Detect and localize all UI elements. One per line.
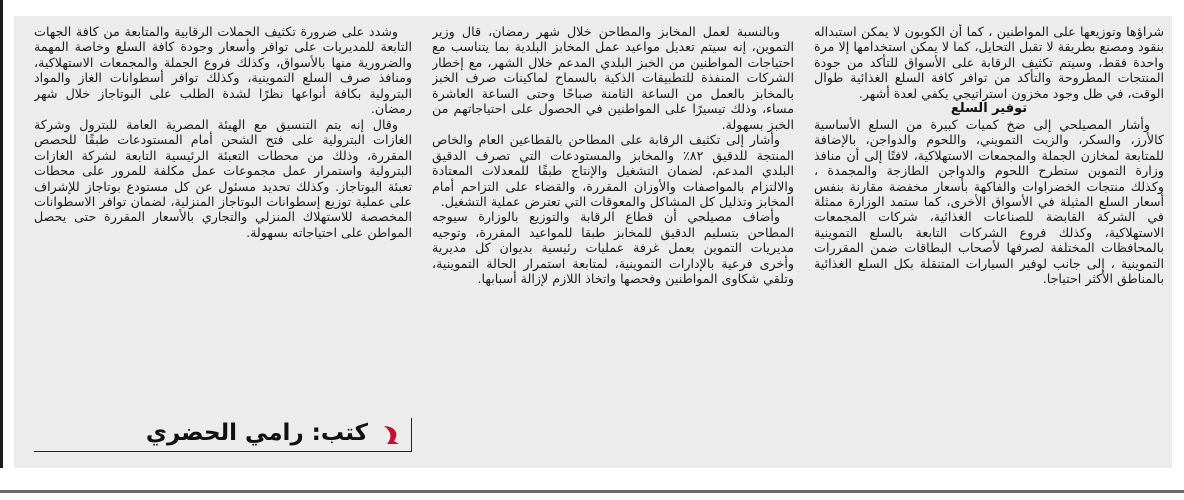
paragraph: وشدد على ضرورة تكثيف الحملات الرقابية والمتابعة من كافة الجهات التابعة للمديريات على توافر وأسعار وجودة كافة السلع وخاصة المهمة والضرورية منها بالأسواق، وكذلك فروع الجملة والمجمعات الاستهلاكية، ومنافذ صرف السلع التموينية، وكذلك توافر أسطوانات الغاز والمواد البترولية بكافة أنواعها نظرًا لشدة الطلب على البوتاجاز خلال شهر رمضان. — [34, 24, 412, 117]
paragraph: وأضاف مصيلحي أن قطاع الرقابة والتوزيع بالوزارة سيوجه المطاحن بتسليم الدقيق للمخابز طبقا للمواعيد المقررة، وتوجيه مديريات التموين بعمل غرفة عمليات رئيسية بديوان كل مديرية وأخرى فرعية بالإدارات التموينية، لمتابعة استمرار الحالة التموينية، وتلقي شكاوى المواطنين وفحصها واتخاذ اللازم لإزالة أسبابها. — [432, 209, 794, 287]
paragraph: وقال إنه يتم التنسيق مع الهيئة المصرية العامة للبترول وشركة الغازات البترولية على فتح الشحن أمام المستودعات طبقًا للحصص المقررة، وذلك من محطات التعبئة الرئيسية التابعة لشركة الغازات البترولية واستمرار عمل مجموعات عمل مكلفة للمرور على محطات تعبئة البوتاجاز. وكذلك تحديد مسئول عن كل مستودع بوتاجاز للإشراف على عملية توزيع إسطوانات البوتاجاز المنزلية، لضمان توافر الاسطوانات المخصصة للاستهلاك المنزلي والتجاري بالأسعار المقررة حتى يحصل المواطن على احتياجاته بسهولة. — [34, 116, 412, 240]
paragraph: وأشار إلى تكثيف الرقابة على المطاحن بالقطاعين العام والخاص المنتجة للدقيق ٨٢٪ والمخابز والمستودعات التي تصرف الدقيق البلدي المدعم، لضمان التشغيل والإنتاج طبقًا للمعدلات المعتادة والالتزام بالمواصفات والأوزان المقررة، والقضاء على التزاحم أمام المخابز وتذليل كل المشاكل والمعوقات التي تعترض عملية التشغيل. — [432, 132, 794, 209]
paragraph: وبالنسبة لعمل المخابز والمطاحن خلال شهر رمضان، قال وزير التموين، إنه سيتم تعديل مواعيد عمل المخابز البلدية بما يتناسب مع احتياجات المواطنين من الخبز البلدي المدعم خلال الشهر، مع إخطار الشركات المنفذة للتطبيقات الذكية بالسماح لماكينات صرف الخبز بالمخابز بالعمل من الساعة الثامنة صباحًا وحتى الساعة العاشرة مساء، وذلك تيسيرًا على المواطنين في الحصول على احتياجاتهم من الخبز بسهولة. — [432, 24, 794, 132]
byline-accent-icon — [378, 424, 404, 446]
paragraph: وأشار المصيلحي إلى ضخ كميات كبيرة من السلع الأساسية كالأرز، والسكر، والزيت التمويني، واللحوم والدواجن، بالإضافة للمتابعة لمخازن الجملة والمجمعات الاستهلاكية، لافتًا إلى أن منافذ وزارة التموين ستطرح اللحوم والدواجن الطازجة والمجمدة ، وكذلك منتجات الخضراوات والفاكهة بأسعار مخفضة مقارنة بنفس أسعار السلع المثيلة في الأسواق الأخرى، كما ستمد الوزارة ممثلة في الشركة القابضة للصناعات الغذائية، شركات المجمعات الاستهلاكية، وكذلك فروع الشركات التابعة بالسلع التموينية بالمحافظات المختلفة لصرفها لأصحاب البطاقات ضمن المقررات التموينية ، إلى جانب لوفير السيارات المتنقلة بكل السلع الغذائية بالمناطق الأكثر احتياجا. — [814, 116, 1164, 287]
byline-text: كتب: رامي الحضري — [145, 420, 368, 446]
section-subheading: توفير السلع — [950, 101, 1028, 117]
page-edge-rule — [0, 0, 3, 468]
page-bottom-rule — [0, 490, 1184, 493]
paragraph: شراؤها وتوزيعها على المواطنين ، كما أن الكوبون لا يمكن استبداله بنقود ومصنع بطريقة لا تقبل التحايل، كما لا يمكن استخدامها إلا مرة واحدة فقط، وسيتم تكثيف الرقابة على الأسواق للتأكد من جودة المنتجات المطروحة والتأكد من توافر كافة السلع الغذائية طوال الوقت، في ظل وجود مخزون استراتيجي يكفي لعدة أشهر. — [814, 24, 1164, 101]
article-column-right — [814, 24, 1164, 464]
newspaper-page — [14, 16, 1172, 468]
article-column-middle — [432, 24, 794, 464]
article-column-left — [34, 24, 412, 396]
author-byline — [34, 418, 412, 454]
